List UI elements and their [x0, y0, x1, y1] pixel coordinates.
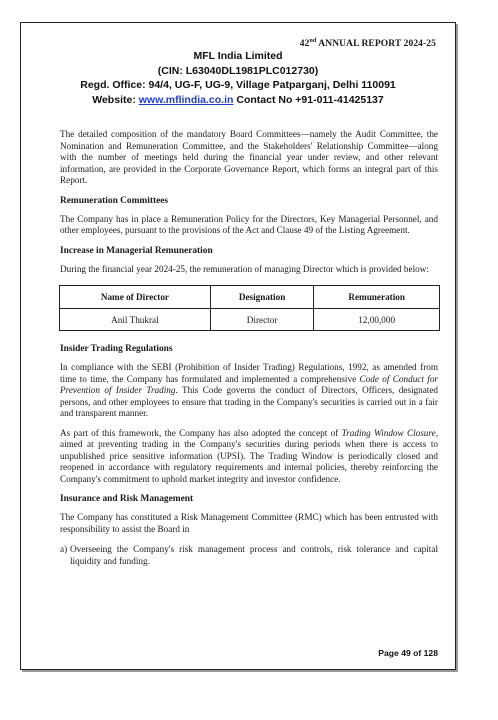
table-header-cell: Remuneration — [314, 286, 440, 309]
page-content — [60, 38, 438, 567]
table-cell: Anil Thukral — [60, 309, 211, 331]
heading-managerial-remuneration: Increase in Managerial Remuneration — [60, 245, 213, 256]
remuneration-committees-paragraph: The Company has in place a Remuneration Policy for the Directors, Key Managerial Personnel, and other employees, pursuant to the provisions of the Act and Clause 49 of the Listing Agreement. — [60, 213, 438, 236]
insider-trading-paragraph-1: In compliance with the SEBI (Prohibition of Insider Trading) Regulations, 1992, as amended from time to time, the Company has formulated and implemented a comprehensive Code of Conduct for Prevention of Insider Trading. This Code governs the conduct of Directors, Officers, designated persons, and other employees to ensure that trading in the Company's securities is carried out in a fair and transparent manner. — [60, 362, 439, 419]
insurance-paragraph: The Company has constituted a Risk Management Committee (RMC) which has been entrusted with responsibility to assist the Board in — [60, 512, 438, 534]
heading-remuneration-committees: Remuneration Committees — [60, 195, 169, 206]
table-cell: 12,00,000 — [314, 309, 440, 331]
list-marker: a) — [60, 544, 68, 555]
page-number-footer: Page 49 of 128 — [378, 648, 438, 658]
website-link[interactable]: www.mflindia.co.in — [138, 93, 234, 106]
company-header — [38, 49, 438, 107]
table-header-cell: Name of Director — [60, 286, 211, 309]
heading-insider-trading: Insider Trading Regulations — [60, 344, 173, 355]
table-cell: Director — [210, 309, 313, 331]
website-contact-line: Website: www.mflindia.co.in Contact No +91-011-41425137 — [92, 93, 384, 106]
company-name: MFL India Limited — [193, 50, 283, 63]
list-item — [60, 544, 438, 567]
company-cin: (CIN: L63040DL1981PLC012730) — [157, 64, 319, 77]
table-header-row — [60, 286, 440, 309]
table-row — [60, 309, 440, 331]
director-remuneration-table — [59, 285, 440, 331]
insider-trading-paragraph-2: As part of this framework, the Company has also adopted the concept of Trading Window Closure, aimed at preventing trading in the Company's securities during periods when there is access to unpublished price sensitive information (UPSI). The Trading Window is periodically closed and reopened in accordance with regulatory requirements and internal policies, thereby reinforcing the Company's commitment to uphold market integrity and investor confidence. — [60, 427, 438, 484]
managerial-remuneration-paragraph: During the financial year 2024-25, the remuneration of managing Director which is provided below: — [60, 263, 429, 274]
registered-office: Regd. Office: 94/4, UG-F, UG-9, Village Patparganj, Delhi 110091 — [80, 79, 396, 92]
table-header-cell: Designation — [210, 286, 313, 309]
intro-paragraph: The detailed composition of the mandatory Board Committees—namely the Audit Committee, the Nomination and Remuneration Committee, and the Stakeholders' Relationship Committee—along with the number of meetings held during the financial year under review, and other relevant information, are provided in the Corporate Governance Report, which forms an integral part of this Report. — [60, 129, 438, 186]
annual-report-title: 42nd ANNUAL REPORT 2024-25 — [299, 38, 436, 50]
page-shadow-bottom — [22, 670, 458, 672]
heading-insurance-risk: Insurance and Risk Management — [60, 494, 194, 505]
page-shadow-right — [456, 24, 458, 670]
list-item-text: Overseeing the Company's risk management process and controls, risk tolerance and capital liquidity and funding. — [70, 544, 438, 566]
